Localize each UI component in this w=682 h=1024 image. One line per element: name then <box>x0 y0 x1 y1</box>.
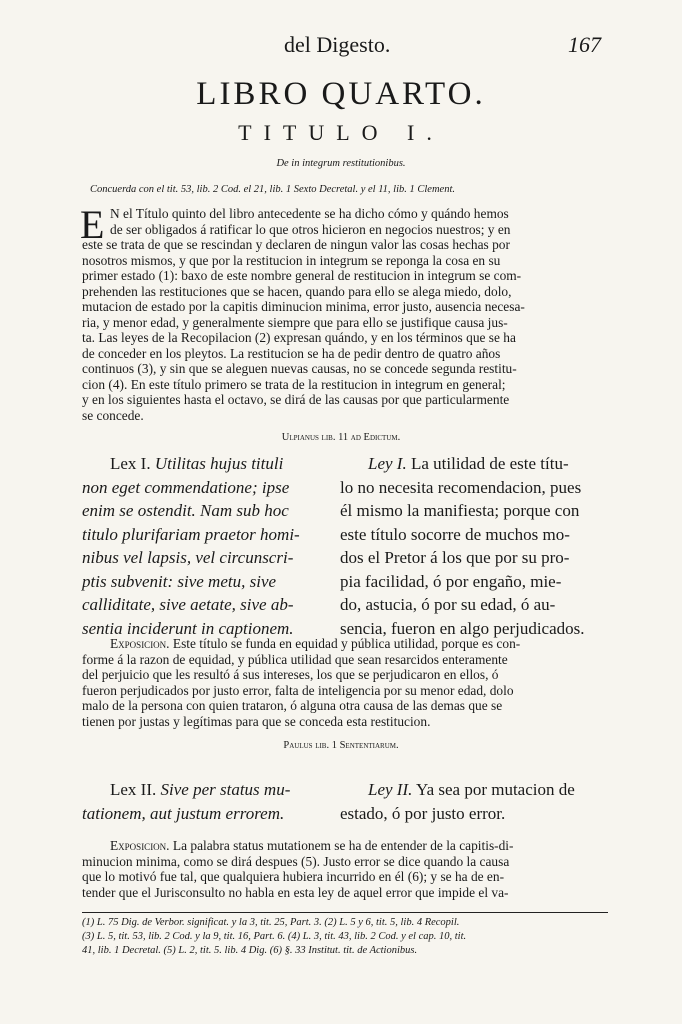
latin-line: calliditate, sive aetate, sive ab- <box>82 595 294 614</box>
footnote-divider <box>82 912 608 913</box>
spanish-line: Ya sea por mutacion de <box>416 780 575 799</box>
title-heading: TITULO I. <box>238 120 444 145</box>
spanish-line: estado, ó por justo error. <box>340 804 506 823</box>
latin-line: enim se ostendit. Nam sub hoc <box>82 501 289 520</box>
exposicion-line: malo de la persona con quien trataron, ó alguna otra causa de las demas que se <box>82 698 503 714</box>
running-head: del Digesto. <box>284 32 391 57</box>
spanish-line: pia facilidad, ó por engaño, mie- <box>340 571 562 591</box>
footnotes <box>82 916 608 957</box>
latin-line: ptis subvenit: sive metu, sive <box>82 571 277 591</box>
latin-text-column <box>82 778 327 826</box>
intro-line: nosotros mismos, y que por la restitucion in integrum se reponga la cosa en su <box>82 252 501 268</box>
source-citation: Ulpianus lib. 11 ad Edictum. <box>281 432 401 443</box>
exposicion-label: Exposicion. <box>110 838 170 853</box>
latin-line: Sive per status mu- <box>160 780 291 799</box>
spanish-text-column <box>340 778 608 826</box>
latin-line: tationem, aut justum errorem. <box>82 804 285 823</box>
footnote-line: 41, lib. 1 Decretal. (5) L. 2, tit. 5. lib. 4 Dig. (6) §. 33 Institut. tit. de Actionibus. <box>82 944 418 956</box>
intro-paragraph <box>80 202 608 423</box>
latin-line: titulo plurifariam praetor homi- <box>82 524 300 544</box>
exposicion-line: fueron perjudicados por justo error, falta de inteligencia por su menor edad, dolo <box>82 682 514 698</box>
spanish-line: sencia, fueron en algo perjudicados. <box>340 618 585 638</box>
intro-line: de ser obligados á ratificar lo que otros hicieron en negocios nuestros; y en <box>110 221 511 237</box>
exposicion-line: tienen por justas y legítimas para que se conceda esta restitucion. <box>82 713 431 729</box>
intro-line: prehenden las restituciones que se hacen, quando para ello se alega miedo, dolo, <box>82 283 512 299</box>
intro-line: y en los siguientes hasta el octavo, se dirá de las causas por que particularmente <box>82 392 510 407</box>
source-citation: Paulus lib. 1 Sententiarum. <box>283 740 399 751</box>
spanish-text-column <box>340 452 608 640</box>
intro-line: mutacion de estado por la capitis diminucion minima, error justo, ausencia necesa- <box>82 299 525 314</box>
exposicion-paragraph <box>82 636 608 730</box>
spanish-line: do, astucia, ó por su edad, ó au- <box>340 595 556 614</box>
latin-law-label: Lex I. <box>110 454 151 473</box>
intro-line: continuos (3), y sin que se aleguen nuevas causas, no se concede segunda restitu- <box>82 361 517 376</box>
intro-line: primer estado (1): baxo de este nombre general de restitucion in integrum se com- <box>82 268 522 283</box>
spanish-line: dos el Pretor á los que por su pro- <box>340 548 570 567</box>
exposicion-label: Exposicion. <box>110 636 170 651</box>
spanish-law-label: Ley II. <box>368 780 413 799</box>
exposicion-line: minucion minima, como se dirá despues (5). Justo error se dice quando la causa <box>82 853 510 869</box>
spanish-law-label: Ley I. <box>368 454 407 473</box>
intro-line: este se trata de que se rescindan y declaren de ningun valor las cosas hechas por <box>82 237 510 252</box>
spanish-line: lo no necesita recomendacion, pues <box>340 477 582 497</box>
spanish-line: él mismo la manifiesta; porque con <box>340 501 580 520</box>
exposicion-line: Este título se funda en equidad y pública utilidad, porque es con- <box>172 636 521 651</box>
intro-line: se concede. <box>82 407 144 423</box>
exposicion-line: del perjuicio que les resultó á sus intereses, los que se perjudicaron en ellos, ó <box>82 667 499 683</box>
footnote-line: (1) L. 75 Dig. de Verbor. significat. y la 3, tit. 25, Part. 3. (2) L. 5 y 6, tit. 5, lib. 4 Recopil. <box>82 917 460 928</box>
exposicion-line: forme á la razon de equidad, y pública utilidad que sean resarcidos enteramente <box>82 651 508 667</box>
page-number: 167 <box>568 32 601 57</box>
exposicion-line: que lo motivó fue tal, que qualquiera hubiera incurrido en él (6); y se ha de en- <box>82 869 505 885</box>
latin-line: non eget commendatione; ipse <box>82 477 290 497</box>
latin-text-column <box>82 452 327 640</box>
intro-line: ria, y menor edad, y generalmente siempre que para ello se justifique causa jus- <box>82 314 508 330</box>
concordance-note: Concuerda con el tit. 53, lib. 2 Cod. el 21, lib. 1 Sexto Decretal. y el 11, lib. 1 Clement. <box>90 184 456 195</box>
intro-line: ta. Las leyes de la Recopilacion (2) expresan quándo, y en los términos que se ha <box>82 330 516 345</box>
title-subtitle: De in integrum restitutionibus. <box>276 158 406 169</box>
exposicion-line: La palabra status mutationem se ha de entender de la capitis-di- <box>172 838 514 853</box>
intro-line: N el Título quinto del libro antecedente se ha dicho cómo y quándo hemos <box>110 206 509 221</box>
book-title: LIBRO QUARTO. <box>196 76 486 112</box>
exposicion-paragraph <box>82 838 608 900</box>
spanish-line: La utilidad de este títu- <box>410 454 569 473</box>
intro-line: de conceder en los pleytos. La restitucion se ha de pedir dentro de quatro años <box>82 345 501 361</box>
drop-cap: E <box>80 202 105 247</box>
latin-line: nibus vel lapsis, vel circunscri- <box>82 548 294 567</box>
spanish-line: este título socorre de muchos mo- <box>340 524 570 544</box>
exposicion-line: tender que el Jurisconsulto no habla en esta ley de aquel error que impide el va- <box>82 884 509 900</box>
latin-line: sentia inciderunt in captionem. <box>82 618 294 638</box>
latin-line: Utilitas hujus tituli <box>154 454 284 473</box>
latin-law-label: Lex II. <box>110 780 157 799</box>
intro-line: cion (4). En este título primero se trata de la restitucion in integrum en general; <box>82 376 506 392</box>
footnote-line: (3) L. 5, tit. 53, lib. 2 Cod. y la 9, tit. 16, Part. 6. (4) L. 3, tit. 43, lib. 2 Cod. y el cap. 10, tit. <box>82 930 467 942</box>
